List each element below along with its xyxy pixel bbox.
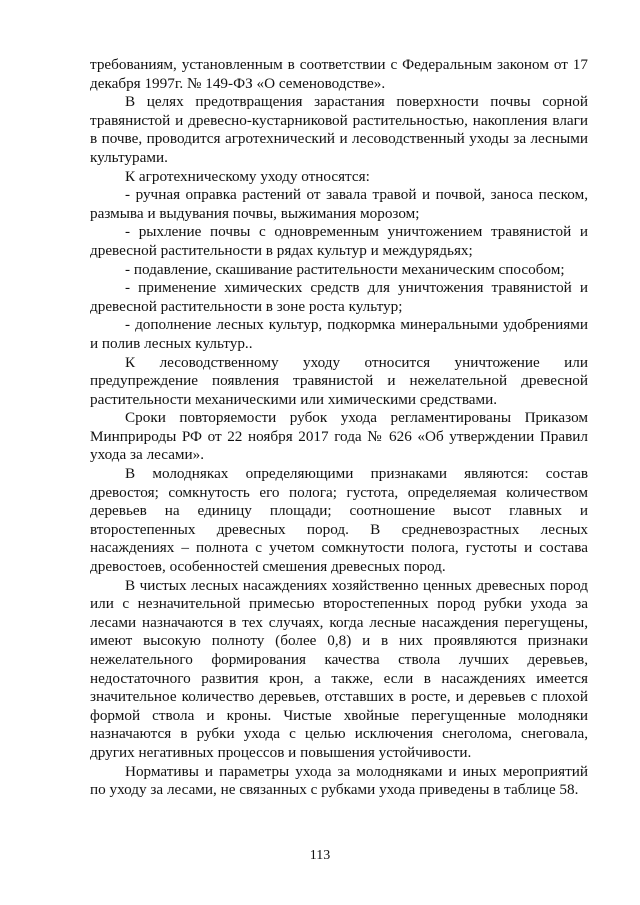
paragraph-7: - применение химических средств для уничтожения травянистой и древесной растительности в зоне роста культур; bbox=[90, 279, 588, 315]
paragraph-4: - ручная оправка растений от завала травой и почвой, заноса песком, размыва и выдувания почвы, выжимания морозом; bbox=[90, 186, 588, 222]
paragraph-3: К агротехническому уходу относятся: bbox=[125, 167, 370, 185]
paragraph-2: В целях предотвращения зарастания поверхности почвы сорной травянистой и древесно-кустарниковой растительностью, накопления влаги в почве, проводится агротехнический и лесоводственный уходы за лесными культурами. bbox=[90, 93, 588, 166]
paragraph-9: К лесоводственному уходу относится уничтожение или предупреждение появления травянистой и нежелательной древесной растительности механическими или химическими средствами. bbox=[90, 353, 588, 408]
paragraph-8: - дополнение лесных культур, подкормка минеральными удобрениями и полив лесных культур.. bbox=[90, 316, 588, 352]
paragraph-10: Сроки повторяемости рубок ухода регламентированы Приказом Минприроды РФ от 22 ноября 2017 года № 626 «Об утверждении Правил ухода за лесами». bbox=[90, 409, 588, 464]
paragraph-12: В чистых лесных насаждениях хозяйственно ценных древесных пород или с незначительной примесью второстепенных пород рубки ухода за лесами назначаются в тех случаях, когда лесные насаждения перегущены, имеют высокую полноту (более 0,8) и в них проявляются признаки нежелательного формирования качества ствола лучших деревьев, недостаточного развития крон, а также, если в насаждениях имеется значительное количество деревьев, отставших в росте, и деревьев с плохой формой ствола и кроны. Чистые хвойные перегущенные молодняки назначаются в рубки ухода с целью исключения снеголома, снеговала, других негативных процессов и повышения устойчивости. bbox=[90, 576, 588, 761]
paragraph-11: В молодняках определяющими признаками являются: состав древостоя; сомкнутость его полога; густота, определяемая количеством деревьев на единицу площади; соотношение высот главных и второстепенных древесных пород. В средневозрастных лесных насаждениях – полнота с учетом сомкнутости полога, густоты и состава древостоев, особенностей смешения древесных пород. bbox=[90, 465, 588, 576]
paragraph-13: Нормативы и параметры ухода за молодняками и иных мероприятий по уходу за лесами, не связанных с рубками ухода приведены в таблице 58. bbox=[90, 762, 588, 799]
paragraph-5: - рыхление почвы с одновременным уничтожением травянистой и древесной растительности в рядах культур и междурядьях; bbox=[90, 223, 588, 259]
page-number: 113 bbox=[309, 848, 331, 863]
paragraph-6: - подавление, скашивание растительности механическим способом; bbox=[125, 260, 565, 278]
paragraph-1: требованиям, установленным в соответствии с Федеральным законом от 17 декабря 1997г. № 149-ФЗ «О семеноводстве». bbox=[90, 56, 588, 92]
page-body bbox=[90, 56, 588, 800]
